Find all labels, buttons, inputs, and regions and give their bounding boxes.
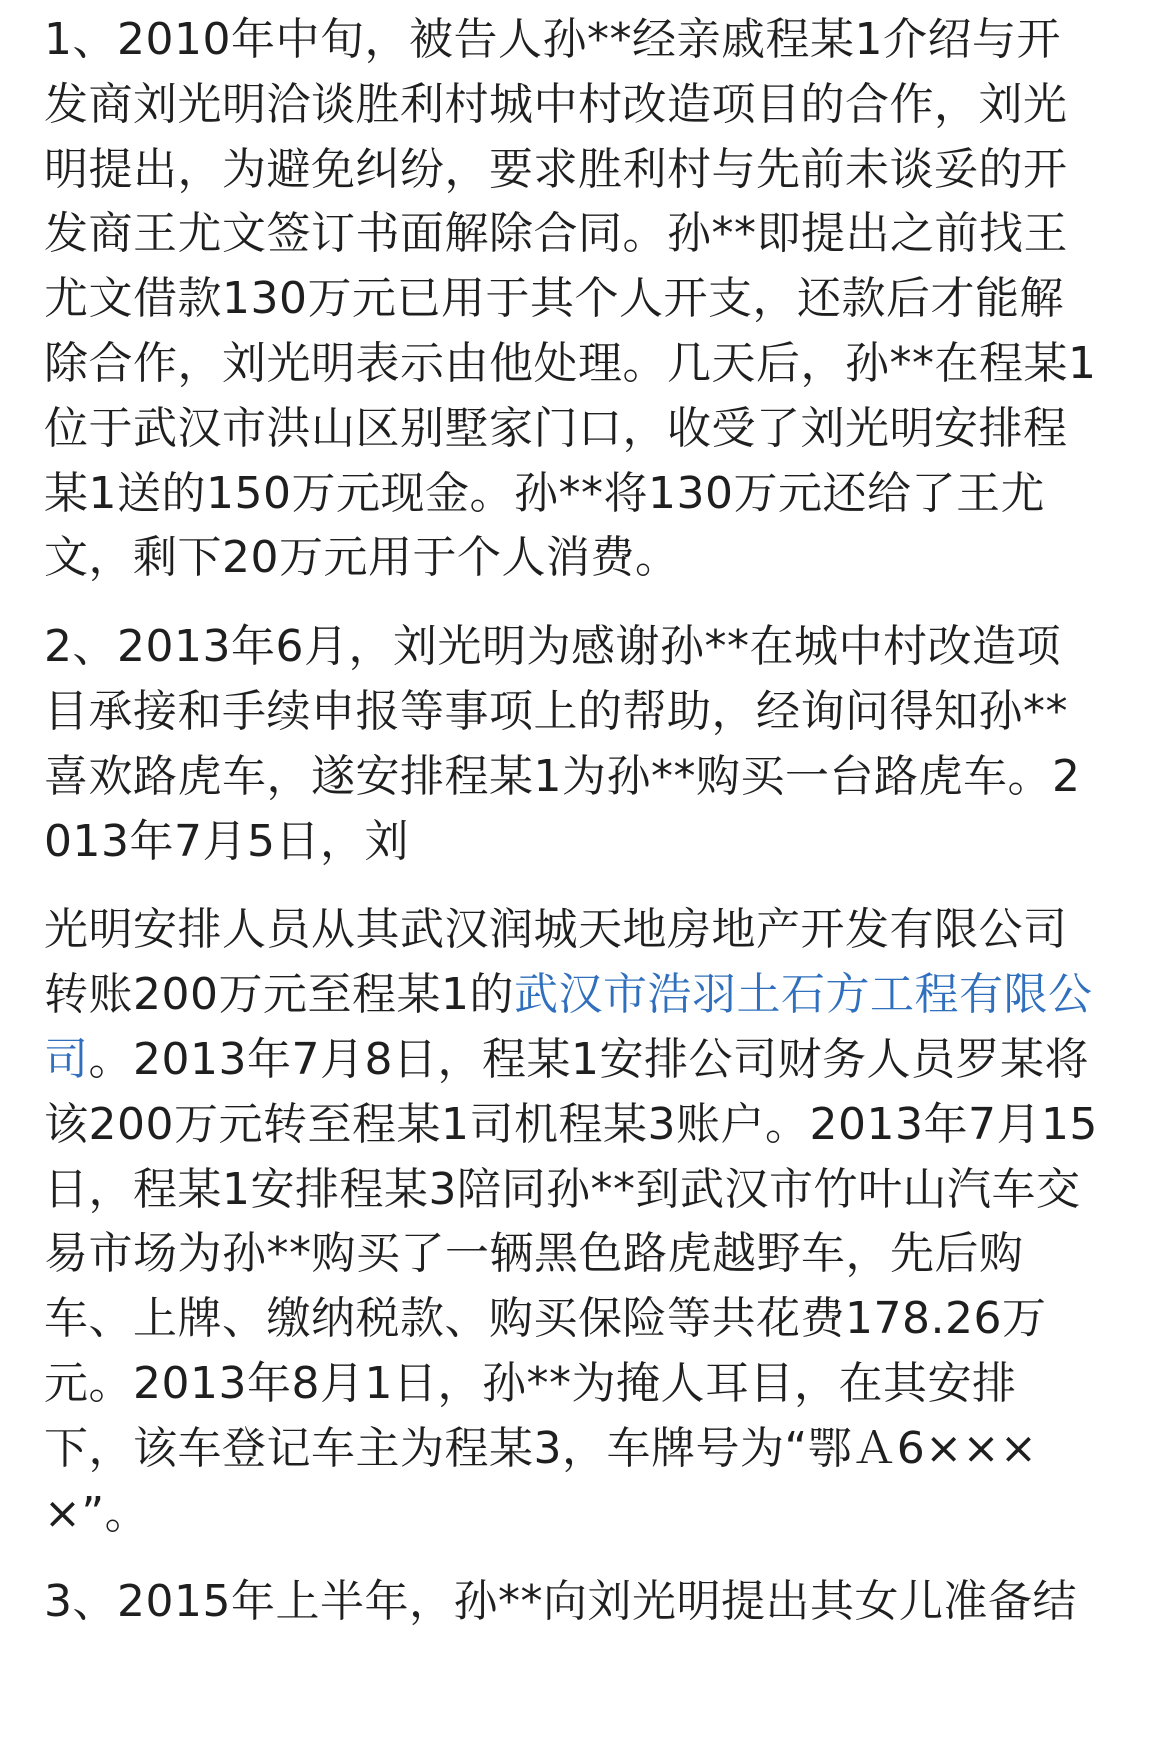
paragraph-2: 2、2013年6月，刘光明为感谢孙**在城中村改造项目承接和手续申报等事项上的帮助，经询问得知孙**喜欢路虎车，遂安排程某1为孙**购买一台路虎车。2013年7月5日，刘 <box>44 621 1081 867</box>
paragraph-4: 3、2015年上半年，孙**向刘光明提出其女儿准备结 <box>44 1576 1077 1628</box>
company-link[interactable]: 武汉市浩羽土石方工程有限公司 <box>44 969 1093 1085</box>
paragraph-1: 1、2010年中旬，被告人孙**经亲戚程某1介绍与开发商刘光明洽谈胜利村城中村改造项目的合作，刘光明提出，为避免纠纷，要求胜利村与先前未谈妥的开发商王尤文签订书面解除合同。孙**即提出之前找王尤文借款130万元已用于其个人开支，还款后才能解除合作，刘光明表示由他处理。几天后，孙**在程某1位于武汉市洪山区别墅家门口，收受了刘光明安排程某1送的150万元现金。孙**将130万元还给了王尤文，剩下20万元用于个人消费。 <box>44 14 1097 584</box>
paragraph-3 <box>44 898 1104 1546</box>
paragraph-3-text-before-link: 光明安排人员从其武汉润城天地房地产开发有限公司转账200万元至程某1的 <box>44 904 1068 1021</box>
paragraph-3-text-after-link: 。2013年7月8日，程某1安排公司财务人员罗某将该200万元转至程某1司机程某3账户。2013年7月15日，程某1安排程某3陪同孙**到武汉市竹叶山汽车交易市场为孙**购买了一辆黑色路虎越野车，先后购车、上牌、缴纳税款、购买保险等共花费178.26万元。2013年8月1日，孙**为掩人耳目，在其安排下，该车登记车主为程某3，车牌号为“鄂Ａ6××××”。 <box>44 1033 1098 1539</box>
